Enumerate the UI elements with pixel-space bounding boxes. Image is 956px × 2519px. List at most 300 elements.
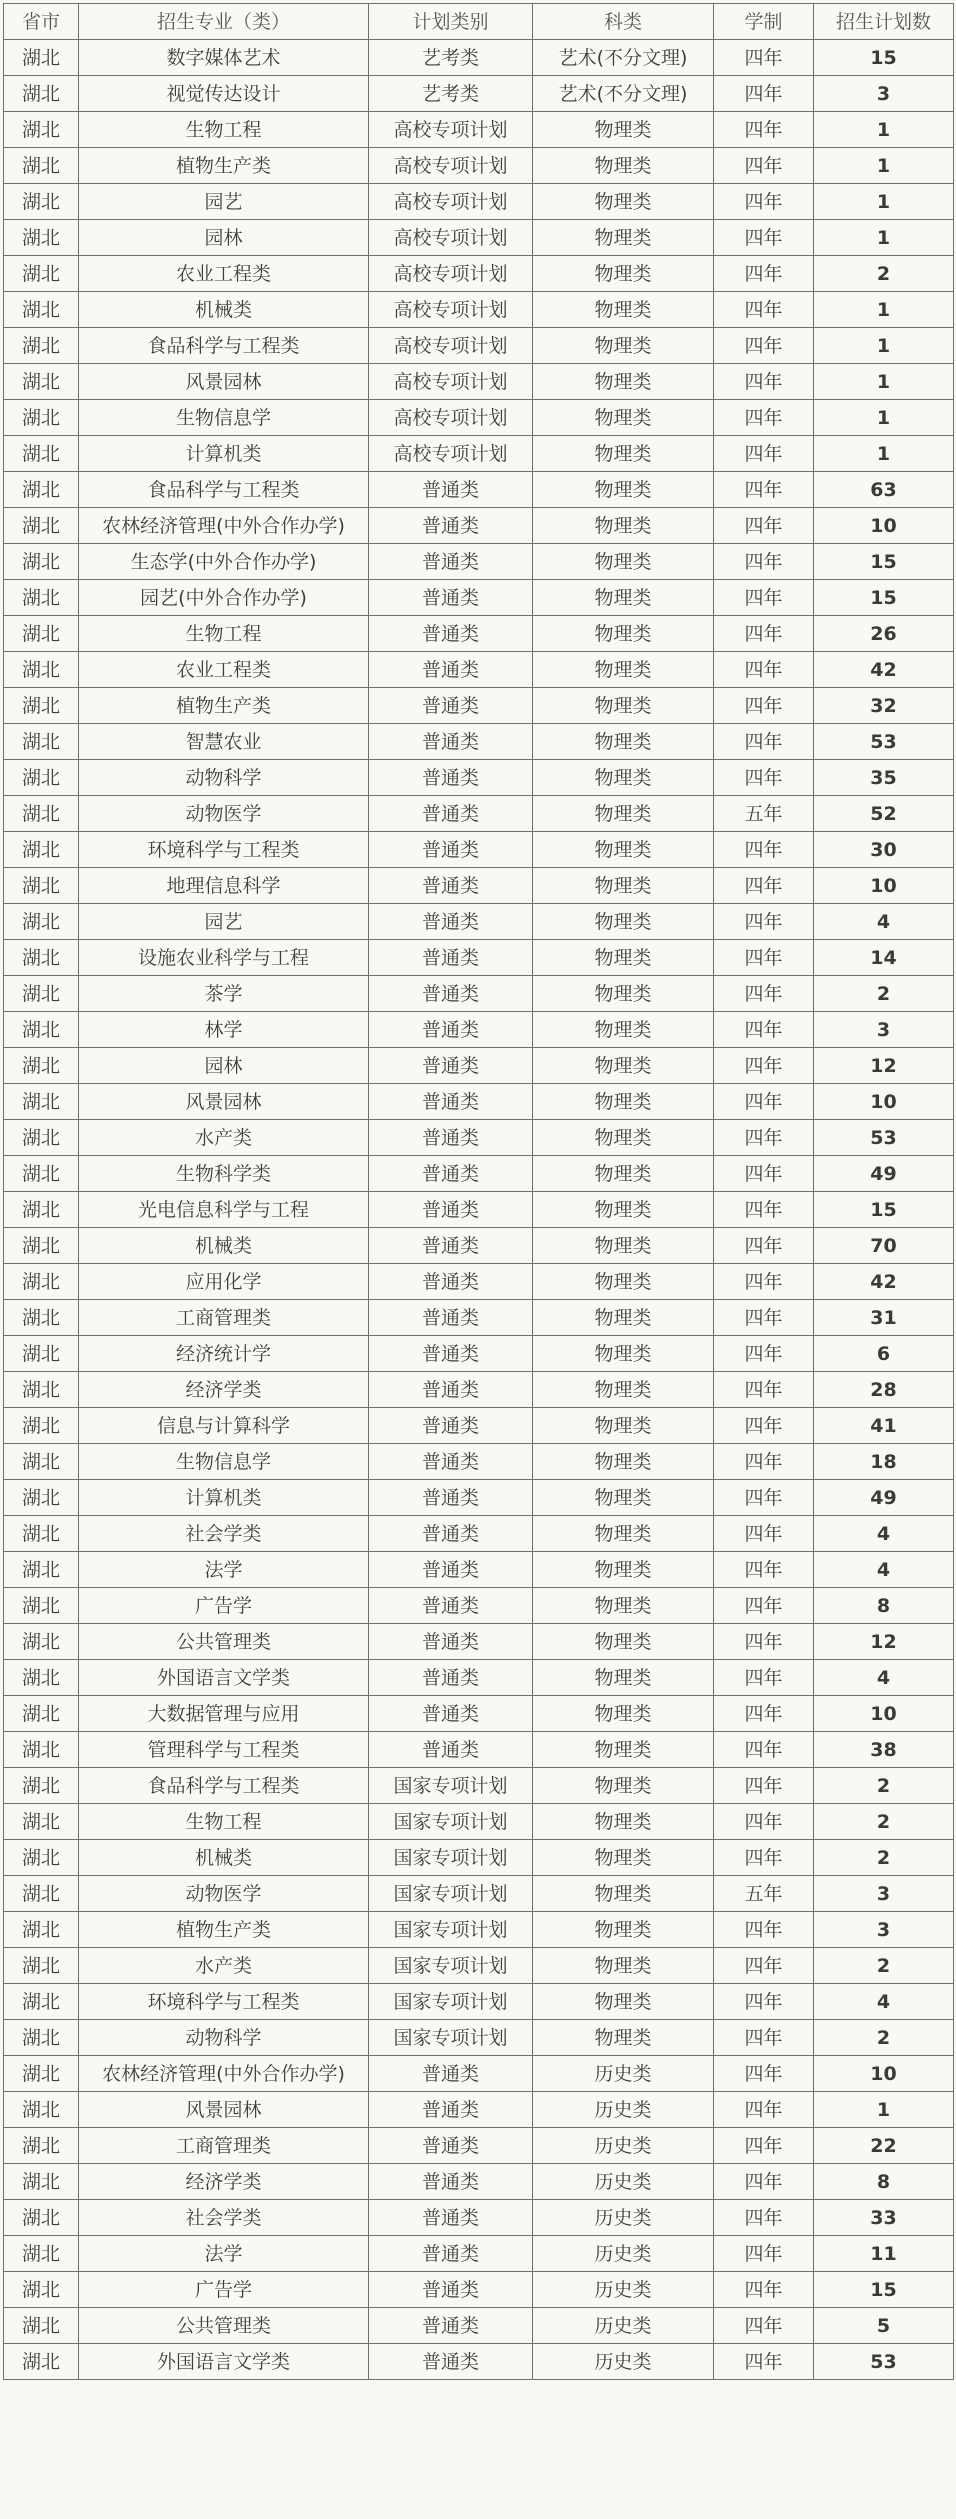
province-cell: 湖北 [4,1948,79,1984]
province-cell: 湖北 [4,1732,79,1768]
province-cell: 湖北 [4,1336,79,1372]
plan-count-cell: 3 [814,1012,954,1048]
province-cell: 湖北 [4,580,79,616]
major-cell: 园林 [79,220,369,256]
plan-count-cell: 10 [814,2056,954,2092]
major-cell: 林学 [79,1012,369,1048]
plan-type-cell: 普通类 [369,1444,533,1480]
subject-category-cell: 物理类 [533,1084,714,1120]
province-cell: 湖北 [4,2308,79,2344]
major-cell: 食品科学与工程类 [79,1768,369,1804]
plan-type-cell: 普通类 [369,1408,533,1444]
plan-count-cell: 15 [814,1192,954,1228]
major-cell: 机械类 [79,1840,369,1876]
duration-cell: 四年 [714,1372,814,1408]
province-cell: 湖北 [4,1012,79,1048]
header-province: 省市 [4,4,79,40]
table-row [4,1228,954,1264]
major-cell: 设施农业科学与工程 [79,940,369,976]
table-row [4,1264,954,1300]
plan-type-cell: 国家专项计划 [369,1876,533,1912]
plan-count-cell: 1 [814,292,954,328]
province-cell: 湖北 [4,1624,79,1660]
duration-cell: 四年 [714,76,814,112]
plan-count-cell: 49 [814,1480,954,1516]
table-row [4,1624,954,1660]
plan-type-cell: 普通类 [369,1516,533,1552]
plan-type-cell: 普通类 [369,1732,533,1768]
plan-count-cell: 53 [814,2344,954,2380]
plan-type-cell: 普通类 [369,2236,533,2272]
plan-count-cell: 32 [814,688,954,724]
subject-category-cell: 物理类 [533,688,714,724]
subject-category-cell: 物理类 [533,508,714,544]
major-cell: 生物工程 [79,1804,369,1840]
subject-category-cell: 历史类 [533,2128,714,2164]
table-row [4,2236,954,2272]
province-cell: 湖北 [4,832,79,868]
duration-cell: 四年 [714,652,814,688]
plan-type-cell: 国家专项计划 [369,1984,533,2020]
subject-category-cell: 物理类 [533,760,714,796]
major-cell: 计算机类 [79,1480,369,1516]
province-cell: 湖北 [4,544,79,580]
major-cell: 食品科学与工程类 [79,328,369,364]
subject-category-cell: 物理类 [533,148,714,184]
table-row [4,580,954,616]
plan-count-cell: 4 [814,1984,954,2020]
province-cell: 湖北 [4,112,79,148]
plan-count-cell: 2 [814,976,954,1012]
plan-type-cell: 普通类 [369,1480,533,1516]
header-major: 招生专业（类） [79,4,369,40]
major-cell: 经济统计学 [79,1336,369,1372]
table-body [4,40,954,2380]
duration-cell: 四年 [714,580,814,616]
plan-type-cell: 普通类 [369,724,533,760]
major-cell: 生态学(中外合作办学) [79,544,369,580]
plan-type-cell: 高校专项计划 [369,256,533,292]
plan-type-cell: 普通类 [369,1264,533,1300]
province-cell: 湖北 [4,904,79,940]
province-cell: 湖北 [4,1228,79,1264]
header-subject-category: 科类 [533,4,714,40]
table-row [4,1552,954,1588]
major-cell: 法学 [79,1552,369,1588]
subject-category-cell: 物理类 [533,904,714,940]
duration-cell: 四年 [714,1480,814,1516]
subject-category-cell: 物理类 [533,292,714,328]
duration-cell: 四年 [714,832,814,868]
table-row [4,76,954,112]
plan-count-cell: 31 [814,1300,954,1336]
plan-type-cell: 普通类 [369,1660,533,1696]
plan-type-cell: 普通类 [369,2200,533,2236]
plan-count-cell: 41 [814,1408,954,1444]
table-row [4,1156,954,1192]
plan-count-cell: 26 [814,616,954,652]
table-row [4,1300,954,1336]
major-cell: 环境科学与工程类 [79,832,369,868]
province-cell: 湖北 [4,1300,79,1336]
subject-category-cell: 物理类 [533,1480,714,1516]
plan-type-cell: 普通类 [369,2308,533,2344]
major-cell: 社会学类 [79,1516,369,1552]
table-row [4,328,954,364]
duration-cell: 四年 [714,544,814,580]
plan-type-cell: 普通类 [369,616,533,652]
table-row [4,616,954,652]
major-cell: 动物科学 [79,760,369,796]
plan-count-cell: 3 [814,1876,954,1912]
province-cell: 湖北 [4,76,79,112]
duration-cell: 四年 [714,2164,814,2200]
major-cell: 机械类 [79,1228,369,1264]
major-cell: 经济学类 [79,2164,369,2200]
table-row [4,292,954,328]
major-cell: 生物信息学 [79,400,369,436]
major-cell: 数字媒体艺术 [79,40,369,76]
plan-count-cell: 2 [814,2020,954,2056]
subject-category-cell: 物理类 [533,1912,714,1948]
duration-cell: 四年 [714,436,814,472]
major-cell: 动物医学 [79,1876,369,1912]
province-cell: 湖北 [4,328,79,364]
plan-count-cell: 10 [814,1696,954,1732]
plan-count-cell: 4 [814,1552,954,1588]
duration-cell: 四年 [714,688,814,724]
plan-type-cell: 普通类 [369,2128,533,2164]
plan-type-cell: 普通类 [369,1156,533,1192]
table-row [4,112,954,148]
province-cell: 湖北 [4,2344,79,2380]
plan-type-cell: 国家专项计划 [369,1912,533,1948]
plan-type-cell: 普通类 [369,508,533,544]
major-cell: 生物工程 [79,112,369,148]
plan-count-cell: 1 [814,328,954,364]
table-row [4,1012,954,1048]
plan-type-cell: 高校专项计划 [369,220,533,256]
subject-category-cell: 历史类 [533,2308,714,2344]
table-row [4,1696,954,1732]
plan-count-cell: 52 [814,796,954,832]
subject-category-cell: 物理类 [533,328,714,364]
duration-cell: 四年 [714,1192,814,1228]
plan-count-cell: 15 [814,40,954,76]
province-cell: 湖北 [4,400,79,436]
table-row [4,1660,954,1696]
plan-type-cell: 高校专项计划 [369,292,533,328]
header-plan-type: 计划类别 [369,4,533,40]
table-row [4,1192,954,1228]
duration-cell: 四年 [714,1012,814,1048]
duration-cell: 五年 [714,1876,814,1912]
table-row [4,1768,954,1804]
plan-type-cell: 普通类 [369,2272,533,2308]
major-cell: 外国语言文学类 [79,1660,369,1696]
plan-type-cell: 普通类 [369,544,533,580]
plan-count-cell: 1 [814,364,954,400]
subject-category-cell: 艺术(不分文理) [533,76,714,112]
duration-cell: 四年 [714,1048,814,1084]
plan-count-cell: 2 [814,256,954,292]
subject-category-cell: 物理类 [533,1408,714,1444]
table-row [4,1732,954,1768]
table-row [4,508,954,544]
subject-category-cell: 物理类 [533,2020,714,2056]
table-row [4,1588,954,1624]
subject-category-cell: 物理类 [533,796,714,832]
duration-cell: 四年 [714,1660,814,1696]
province-cell: 湖北 [4,2236,79,2272]
duration-cell: 四年 [714,1696,814,1732]
province-cell: 湖北 [4,1660,79,1696]
plan-count-cell: 1 [814,400,954,436]
plan-type-cell: 普通类 [369,472,533,508]
table-row [4,2128,954,2164]
major-cell: 环境科学与工程类 [79,1984,369,2020]
major-cell: 信息与计算科学 [79,1408,369,1444]
plan-count-cell: 4 [814,1660,954,1696]
duration-cell: 四年 [714,184,814,220]
duration-cell: 四年 [714,40,814,76]
plan-type-cell: 普通类 [369,760,533,796]
table-row [4,1516,954,1552]
plan-count-cell: 2 [814,1948,954,1984]
province-cell: 湖北 [4,2020,79,2056]
table-row [4,1444,954,1480]
province-cell: 湖北 [4,1084,79,1120]
subject-category-cell: 历史类 [533,2164,714,2200]
subject-category-cell: 物理类 [533,1264,714,1300]
subject-category-cell: 物理类 [533,1732,714,1768]
subject-category-cell: 物理类 [533,364,714,400]
subject-category-cell: 物理类 [533,112,714,148]
province-cell: 湖北 [4,1444,79,1480]
province-cell: 湖北 [4,2056,79,2092]
table-row [4,1480,954,1516]
table-row [4,868,954,904]
plan-type-cell: 国家专项计划 [369,1948,533,1984]
plan-count-cell: 38 [814,1732,954,1768]
plan-type-cell: 国家专项计划 [369,1840,533,1876]
province-cell: 湖北 [4,364,79,400]
plan-count-cell: 49 [814,1156,954,1192]
duration-cell: 四年 [714,292,814,328]
table-row [4,976,954,1012]
table-row [4,2056,954,2092]
plan-type-cell: 国家专项计划 [369,2020,533,2056]
plan-count-cell: 11 [814,2236,954,2272]
province-cell: 湖北 [4,148,79,184]
plan-count-cell: 35 [814,760,954,796]
subject-category-cell: 物理类 [533,1300,714,1336]
duration-cell: 四年 [714,1948,814,1984]
duration-cell: 四年 [714,904,814,940]
plan-count-cell: 15 [814,544,954,580]
duration-cell: 四年 [714,724,814,760]
plan-count-cell: 15 [814,580,954,616]
subject-category-cell: 物理类 [533,616,714,652]
major-cell: 公共管理类 [79,1624,369,1660]
duration-cell: 四年 [714,1516,814,1552]
plan-type-cell: 普通类 [369,1120,533,1156]
plan-type-cell: 艺考类 [369,76,533,112]
major-cell: 光电信息科学与工程 [79,1192,369,1228]
subject-category-cell: 物理类 [533,1156,714,1192]
duration-cell: 四年 [714,1840,814,1876]
table-row [4,1372,954,1408]
major-cell: 动物医学 [79,796,369,832]
subject-category-cell: 物理类 [533,1768,714,1804]
plan-count-cell: 8 [814,1588,954,1624]
table-row [4,1804,954,1840]
subject-category-cell: 物理类 [533,1948,714,1984]
subject-category-cell: 物理类 [533,1804,714,1840]
major-cell: 风景园林 [79,1084,369,1120]
subject-category-cell: 艺术(不分文理) [533,40,714,76]
duration-cell: 四年 [714,2092,814,2128]
major-cell: 生物信息学 [79,1444,369,1480]
table-row [4,1408,954,1444]
duration-cell: 四年 [714,1120,814,1156]
table-row [4,40,954,76]
plan-type-cell: 普通类 [369,1336,533,1372]
duration-cell: 四年 [714,1084,814,1120]
plan-count-cell: 12 [814,1624,954,1660]
major-cell: 园艺 [79,184,369,220]
duration-cell: 四年 [714,508,814,544]
plan-count-cell: 53 [814,724,954,760]
duration-cell: 四年 [714,1336,814,1372]
province-cell: 湖北 [4,976,79,1012]
subject-category-cell: 物理类 [533,1336,714,1372]
table-row [4,1084,954,1120]
duration-cell: 四年 [714,112,814,148]
plan-type-cell: 普通类 [369,2164,533,2200]
subject-category-cell: 物理类 [533,1012,714,1048]
major-cell: 视觉传达设计 [79,76,369,112]
table-row [4,220,954,256]
major-cell: 农业工程类 [79,652,369,688]
duration-cell: 四年 [714,2128,814,2164]
table-row [4,760,954,796]
plan-type-cell: 普通类 [369,1012,533,1048]
plan-count-cell: 5 [814,2308,954,2344]
plan-type-cell: 高校专项计划 [369,400,533,436]
plan-count-cell: 15 [814,2272,954,2308]
province-cell: 湖北 [4,1912,79,1948]
plan-count-cell: 42 [814,652,954,688]
plan-count-cell: 2 [814,1804,954,1840]
province-cell: 湖北 [4,760,79,796]
plan-count-cell: 70 [814,1228,954,1264]
major-cell: 应用化学 [79,1264,369,1300]
subject-category-cell: 物理类 [533,1120,714,1156]
plan-type-cell: 高校专项计划 [369,184,533,220]
subject-category-cell: 物理类 [533,832,714,868]
duration-cell: 四年 [714,616,814,652]
plan-count-cell: 30 [814,832,954,868]
plan-count-cell: 22 [814,2128,954,2164]
province-cell: 湖北 [4,1516,79,1552]
plan-type-cell: 高校专项计划 [369,364,533,400]
plan-type-cell: 普通类 [369,1372,533,1408]
plan-count-cell: 2 [814,1768,954,1804]
plan-type-cell: 普通类 [369,1228,533,1264]
subject-category-cell: 历史类 [533,2200,714,2236]
province-cell: 湖北 [4,1804,79,1840]
plan-type-cell: 普通类 [369,1624,533,1660]
plan-count-cell: 4 [814,1516,954,1552]
major-cell: 生物工程 [79,616,369,652]
subject-category-cell: 历史类 [533,2056,714,2092]
table-row [4,2272,954,2308]
major-cell: 园艺(中外合作办学) [79,580,369,616]
duration-cell: 四年 [714,328,814,364]
plan-count-cell: 63 [814,472,954,508]
subject-category-cell: 历史类 [533,2344,714,2380]
plan-count-cell: 10 [814,508,954,544]
province-cell: 湖北 [4,2272,79,2308]
major-cell: 广告学 [79,2272,369,2308]
plan-type-cell: 艺考类 [369,40,533,76]
province-cell: 湖北 [4,1480,79,1516]
subject-category-cell: 物理类 [533,868,714,904]
table-row [4,472,954,508]
plan-count-cell: 14 [814,940,954,976]
duration-cell: 五年 [714,796,814,832]
plan-type-cell: 普通类 [369,832,533,868]
subject-category-cell: 历史类 [533,2272,714,2308]
subject-category-cell: 物理类 [533,436,714,472]
plan-type-cell: 普通类 [369,1300,533,1336]
province-cell: 湖北 [4,1552,79,1588]
plan-count-cell: 2 [814,1840,954,1876]
subject-category-cell: 物理类 [533,1048,714,1084]
plan-type-cell: 普通类 [369,652,533,688]
table-row [4,2092,954,2128]
major-cell: 生物科学类 [79,1156,369,1192]
duration-cell: 四年 [714,472,814,508]
header-plan-count: 招生计划数 [814,4,954,40]
duration-cell: 四年 [714,1156,814,1192]
subject-category-cell: 物理类 [533,472,714,508]
province-cell: 湖北 [4,1120,79,1156]
major-cell: 茶学 [79,976,369,1012]
table-header [4,4,954,40]
table-row [4,652,954,688]
major-cell: 广告学 [79,1588,369,1624]
plan-type-cell: 普通类 [369,904,533,940]
table-row [4,148,954,184]
duration-cell: 四年 [714,1264,814,1300]
major-cell: 工商管理类 [79,1300,369,1336]
duration-cell: 四年 [714,1768,814,1804]
plan-type-cell: 普通类 [369,1588,533,1624]
plan-count-cell: 1 [814,436,954,472]
table-row [4,1120,954,1156]
subject-category-cell: 物理类 [533,976,714,1012]
subject-category-cell: 物理类 [533,580,714,616]
subject-category-cell: 物理类 [533,1696,714,1732]
table-row [4,364,954,400]
subject-category-cell: 物理类 [533,256,714,292]
province-cell: 湖北 [4,2092,79,2128]
table-row [4,904,954,940]
province-cell: 湖北 [4,256,79,292]
duration-cell: 四年 [714,2344,814,2380]
